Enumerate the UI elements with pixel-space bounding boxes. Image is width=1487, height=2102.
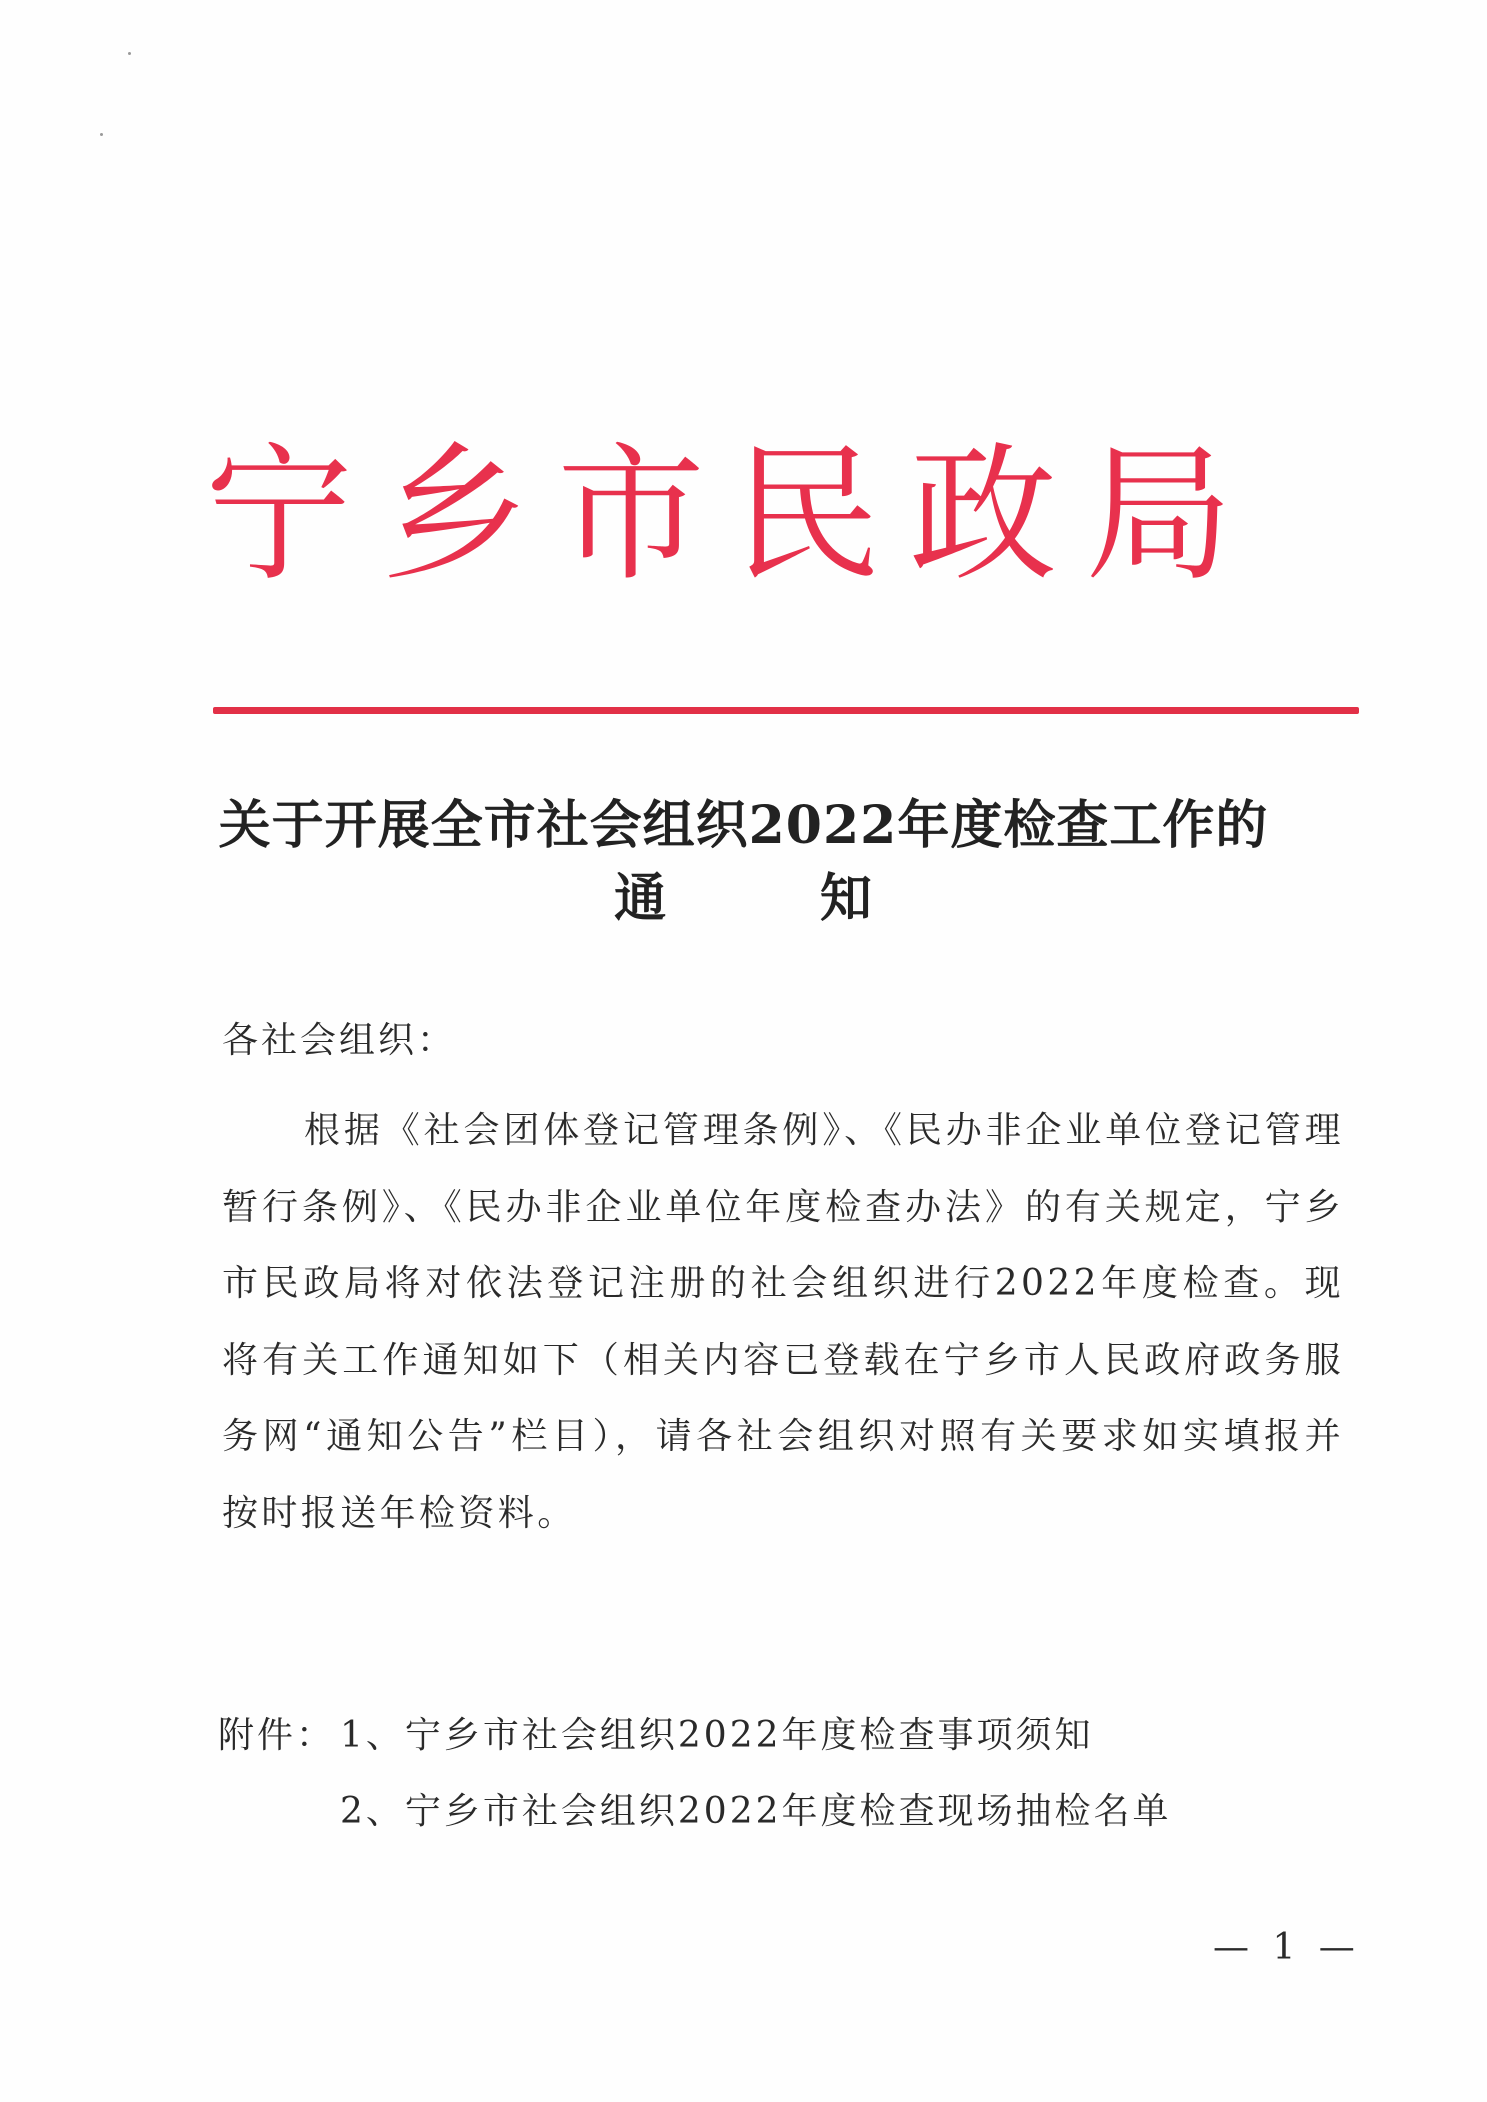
attachment-row	[218, 1698, 1172, 1774]
attachment-item: 2、宁乡市社会组织2022年度检查现场抽检名单	[340, 1791, 1172, 1832]
attachments-section	[218, 1698, 1172, 1850]
document-title-line1: 关于开展全市社会组织2022年度检查工作的	[218, 795, 1269, 856]
attachments-label: 附件：	[218, 1715, 336, 1756]
scan-speck	[100, 133, 103, 136]
scan-speck	[128, 52, 131, 55]
attachment-item: 1、宁乡市社会组织2022年度检查事项须知	[340, 1715, 1094, 1756]
body-paragraph: 根据《社会团体登记管理条例》、《民办非企业单位登记管理暂行条例》、《民办非企业单位年度检查办法》的有关规定，宁乡市民政局将对依法登记注册的社会组织进行2022年度检查。现将有关工作通知如下（相关内容已登载在宁乡市人民政府政务服务网“通知公告”栏目），请各社会组织对照有关要求如实填报并按时报送年检资料。	[222, 1110, 1344, 1534]
salutation: 各社会组织：	[222, 1020, 457, 1061]
attachment-row	[218, 1774, 1172, 1850]
page-number: — 1 —	[1213, 1927, 1361, 1968]
masthead-red-rule	[213, 707, 1359, 714]
agency-masthead: 宁乡市民政局	[205, 429, 1261, 601]
document-title-line2: 通 知	[614, 868, 873, 929]
